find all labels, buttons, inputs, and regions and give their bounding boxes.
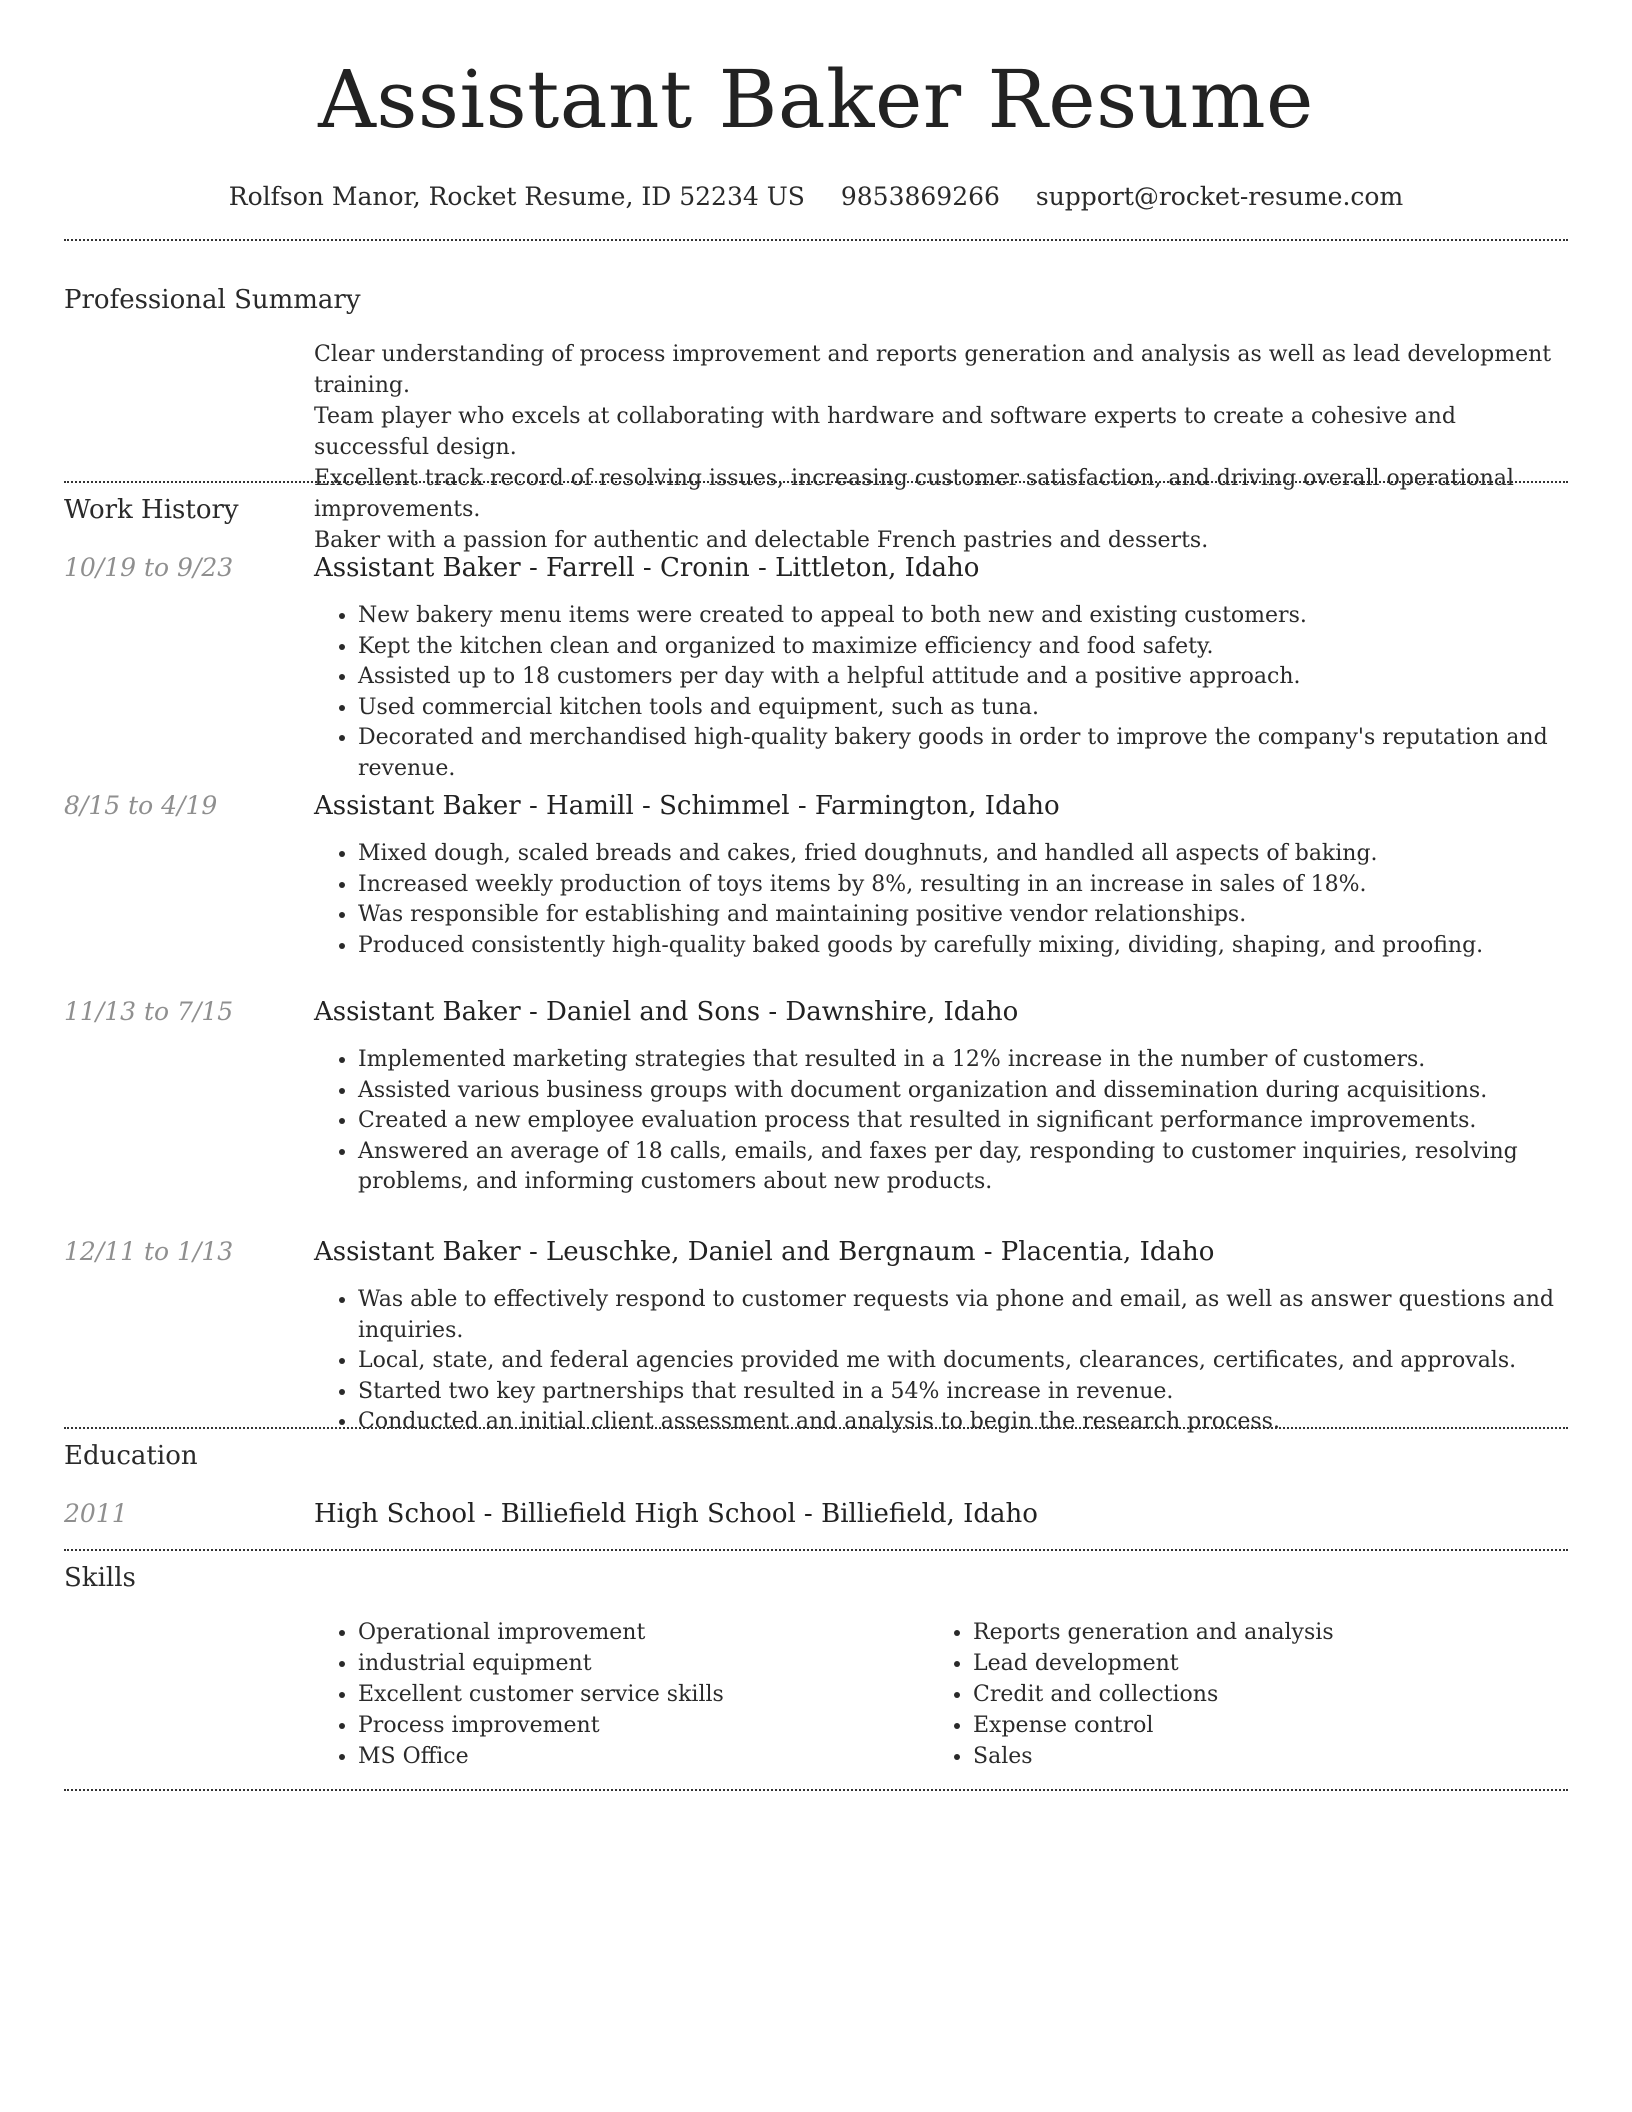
skill-item: • Sales [973,1741,1568,1772]
education-section-title: Education [64,1441,198,1471]
summary-line: Excellent track record of resolving issues, increasing customer satisfaction, and driving overall operational improvements. [314,466,1514,522]
summary-section-title: Professional Summary [64,285,361,315]
education-heading: High School - Billiefield High School - Billiefield, Idaho [314,1499,1038,1529]
resume-name: Assistant Baker Resume [318,53,1314,146]
job-heading: Assistant Baker - Leuschke, Daniel and Bergnaum - Placentia, Idaho [314,1237,1215,1267]
job-bullet: • Started two key partnerships that resulted in a 54% increase in revenue. [358,1377,1568,1408]
skill-item: • Credit and collections [973,1679,1568,1710]
job-bullet-list [314,839,1568,961]
job-bullet: • Mixed dough, scaled breads and cakes, fried doughnuts, and handled all aspects of baking. [358,839,1568,870]
skill-item: • MS Office [358,1741,929,1772]
job-bullet: • Used commercial kitchen tools and equipment, such as tuna. [358,693,1568,724]
skills-section-title: Skills [64,1563,136,1593]
job-bullet: • Kept the kitchen clean and organized to maximize efficiency and food safety. [358,632,1568,663]
skill-item: • Expense control [973,1710,1568,1741]
work-section-title: Work History [64,495,239,525]
skill-item: • Process improvement [358,1710,929,1741]
summary-divider [64,481,1568,483]
job-dates: 10/19 to 9/23 [64,553,234,582]
job-heading: Assistant Baker - Farrell - Cronin - Littleton, Idaho [314,553,980,583]
job-bullet-list [314,601,1568,784]
job-bullet: • New bakery menu items were created to appeal to both new and existing customers. [358,601,1568,632]
skill-item: • Operational improvement [358,1617,929,1648]
job-dates: 8/15 to 4/19 [64,791,218,820]
job-bullet: • Conducted an initial client assessment and analysis to begin the research process. [358,1407,1568,1438]
header-divider [64,239,1568,241]
contact-info [0,182,1632,212]
work-divider [64,1427,1568,1429]
job-bullet: • Produced consistently high-quality baked goods by carefully mixing, dividing, shaping, and proofing. [358,931,1568,962]
education-year: 2011 [64,1499,128,1528]
skill-item: • Reports generation and analysis [973,1617,1568,1648]
job-bullet: • Was responsible for establishing and maintaining positive vendor relationships. [358,900,1568,931]
skills-divider [64,1789,1568,1791]
job-bullet: • Local, state, and federal agencies provided me with documents, clearances, certificates, and approvals. [358,1346,1568,1377]
job-bullet: • Increased weekly production of toys items by 8%, resulting in an increase in sales of 18%. [358,870,1568,901]
contact-address: Rolfson Manor, Rocket Resume, ID 52234 US [228,182,805,211]
skill-item: • Lead development [973,1648,1568,1679]
skills-list-left [314,1617,929,1772]
summary-text [314,339,1568,556]
skills-list-right [929,1617,1568,1772]
job-bullet: • Implemented marketing strategies that resulted in a 12% increase in the number of customers. [358,1045,1568,1076]
job-heading: Assistant Baker - Hamill - Schimmel - Farmington, Idaho [314,791,1060,821]
summary-line: Baker with a passion for authentic and delectable French pastries and desserts. [314,528,1209,553]
job-bullet-list [314,1045,1568,1198]
contact-phone: 9853869266 [840,182,1000,211]
skill-item: • industrial equipment [358,1648,929,1679]
resume-header [0,0,1632,212]
job-bullet: • Was able to effectively respond to customer requests via phone and email, as well as answer questions and inquiries. [358,1285,1568,1346]
contact-email: support@rocket-resume.com [1035,182,1404,211]
job-dates: 12/11 to 1/13 [64,1237,234,1266]
skill-item: • Excellent customer service skills [358,1679,929,1710]
job-bullet: • Decorated and merchandised high-quality bakery goods in order to improve the company's reputation and revenue. [358,723,1568,784]
summary-line: Team player who excels at collaborating with hardware and software experts to create a cohesive and successful design. [314,404,1456,460]
job-bullet: • Answered an average of 18 calls, emails, and faxes per day, responding to customer inquiries, resolving problems, and informing customers about new products. [358,1137,1568,1198]
education-divider [64,1549,1568,1551]
job-bullet: • Assisted various business groups with document organization and dissemination during acquisitions. [358,1076,1568,1107]
job-bullet-list [314,1285,1568,1438]
job-heading: Assistant Baker - Daniel and Sons - Dawnshire, Idaho [314,997,1019,1027]
job-bullet: • Created a new employee evaluation process that resulted in significant performance improvements. [358,1106,1568,1137]
job-bullet: • Assisted up to 18 customers per day with a helpful attitude and a positive approach. [358,662,1568,693]
summary-line: Clear understanding of process improvement and reports generation and analysis as well as lead development training. [314,342,1552,398]
job-dates: 11/13 to 7/15 [64,997,234,1026]
